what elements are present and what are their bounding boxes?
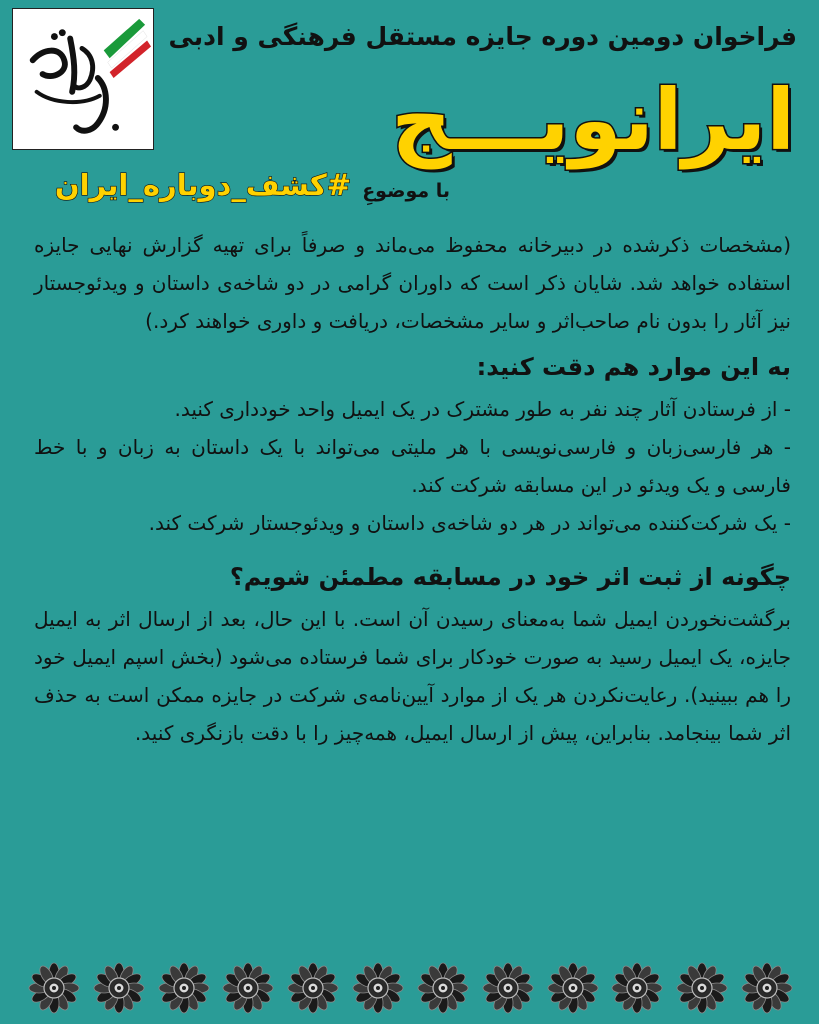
page-subtitle: فراخوان دومین دوره جایزه مستقل فرهنگی و ادبی [168,22,797,51]
flower-ornament-icon [158,962,210,1014]
flower-ornament-icon [417,962,469,1014]
confirmation-heading: چگونه از ثبت اثر خود در مسابقه مطمئن شویم؟ [229,563,791,591]
note-item: - یک شرکت‌کننده می‌تواند در هر دو شاخه‌ی داستان و ویدئوجستار شرکت کند. [148,511,791,535]
flower-ornament-icon [28,962,80,1014]
subject-hashtag: #کشف_دوباره_ایران [54,168,352,202]
subject-label: با موضوعِ [362,180,450,202]
logo [12,8,154,150]
ornament-row [28,960,793,1016]
note-item: - هر فارسی‌زبان و فارسی‌نویسی با هر ملیتی می‌تواند با یک داستان به زبان و با خط فارسی و یک ویدئو در این مسابقه شرکت کند. [34,435,791,497]
flower-ornament-icon [287,962,339,1014]
final-paragraph: برگشت‌نخوردن ایمیل شما به‌معنای رسیدن آن است. با این حال، بعد از ارسال اثر به ایمیل جایزه، یک ایمیل رسید به صورت خودکار برای شما فرستاده می‌شود (بخش اسپم ایمیل خود را هم ببینید). رعایت‌نکردن هر یک از موارد آیین‌نامه‌ی شرکت در جایزه ممکن است به حذف اثر شما بینجامد. بنابراین، پیش از ارسال ایمیل، همه‌چیز را با دقت بازنگری کنید. [34,607,791,745]
page-title: ایرانویـــج [391,71,795,169]
subject-line [30,168,450,202]
note-item: - از فرستادن آثار چند نفر به طور مشترک در یک ایمیل واحد خودداری کنید. [174,397,791,421]
iranvij-logo-icon [13,9,153,149]
flower-ornament-icon [482,962,534,1014]
notes-heading: به این موارد هم دقت کنید: [476,353,791,381]
intro-paragraph: (مشخصات ذکرشده در دبیرخانه محفوظ می‌ماند و صرفاً برای تهیه گزارش نهایی جایزه استفاده خواهد شد. شایان ذکر است که داوران گرامی در دو شاخه‌ی داستان و ویدئوجستار نیز آثار را بدون نام صاحب‌اثر و سایر مشخصات، دریافت و داوری خواهند کرد.) [34,233,791,333]
flower-ornament-icon [611,962,663,1014]
flower-ornament-icon [676,962,728,1014]
flower-ornament-icon [222,962,274,1014]
flower-ornament-icon [547,962,599,1014]
flower-ornament-icon [741,962,793,1014]
main-content [34,226,791,752]
flower-ornament-icon [352,962,404,1014]
flower-ornament-icon [93,962,145,1014]
